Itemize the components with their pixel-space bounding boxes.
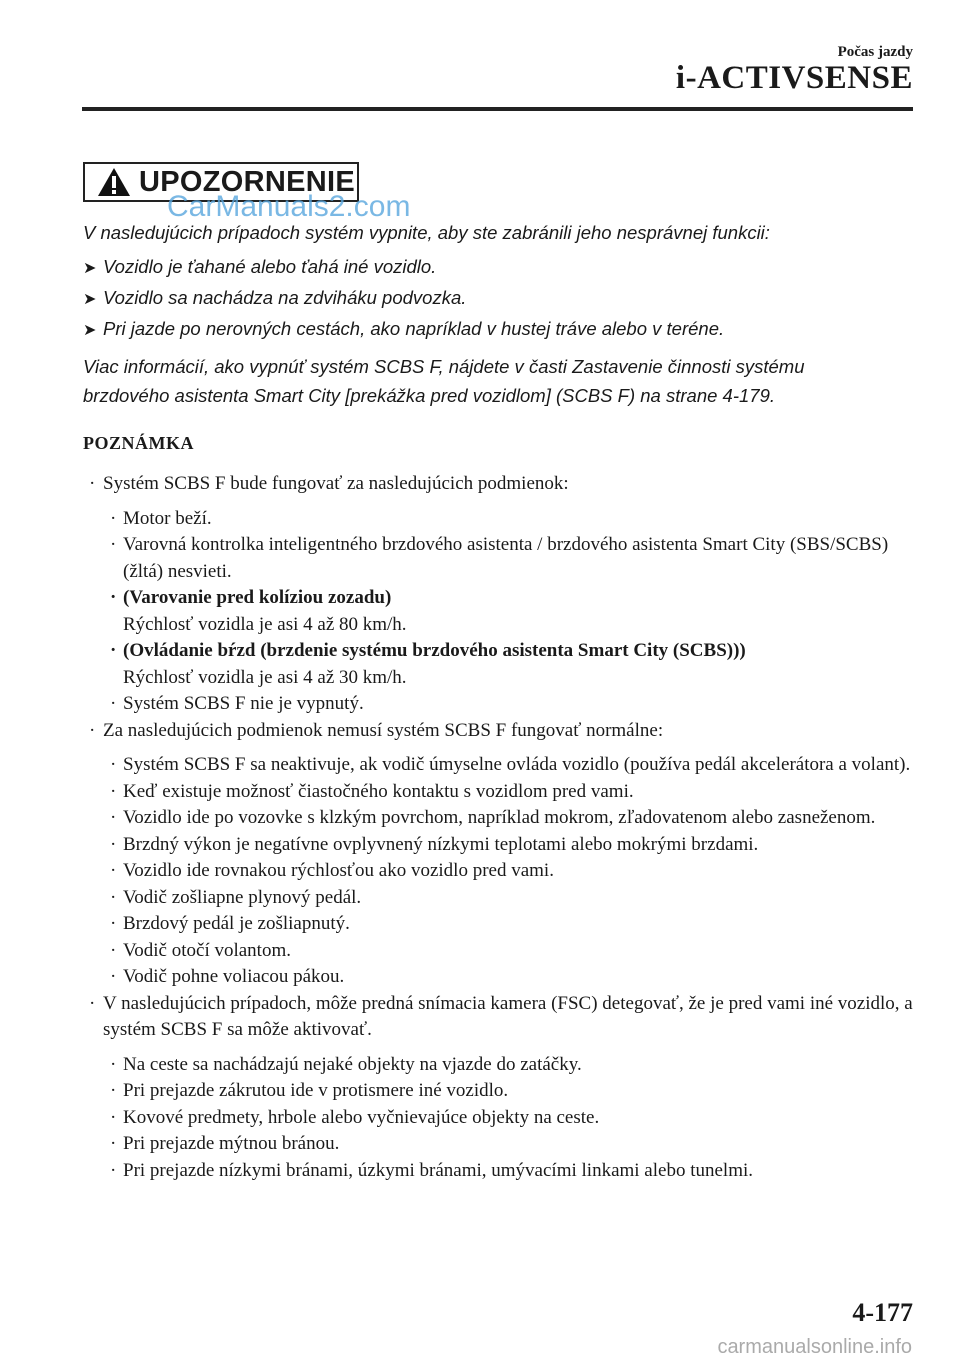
list-item: · Vozidlo ide rovnakou rýchlosťou ako vozidlo pred vami.: [110, 860, 554, 881]
warning-more-info: Viac informácií, ako vypnúť systém SCBS F, nájdete v časti Zastavenie činnosti systému brzdového asistenta Smart City [prekážka pred vozidlom] (SCBS F) na strane 4-179.: [83, 356, 805, 406]
list-item: · Pri prejazde nízkymi bránami, úzkymi bránami, umývacími linkami alebo tunelmi.: [110, 1159, 753, 1181]
warning-title: UPOZORNENIE: [139, 165, 355, 198]
list-item: · Brzdový pedál je zošliapnutý.: [110, 913, 350, 934]
arrow-bullet-icon: ➤: [83, 260, 97, 277]
list-item: ➤ Vozidlo sa nachádza na zdviháku podvozka.: [83, 287, 467, 308]
list-item: · Vodič otočí volantom.: [110, 939, 291, 961]
list-item: · Vodič zošliapne plynový pedál.: [110, 886, 362, 908]
warning-intro: V nasledujúcich prípadoch systém vypnite, aby ste zabránili jeho nesprávnej funkcii:: [83, 222, 770, 243]
list-item: · Vozidlo ide po vozovke s klzkým povrchom, napríklad mokrom, zľadovatenom alebo zasneženom.: [110, 807, 876, 828]
list-item-detail: Rýchlosť vozidla je asi 4 až 30 km/h.: [123, 666, 407, 688]
watermark-bottom: carmanualsonline.info: [717, 1336, 912, 1358]
list-item-detail: Rýchlosť vozidla je asi 4 až 80 km/h.: [123, 613, 407, 635]
list-item: · Motor beží.: [110, 507, 212, 529]
arrow-bullet-icon: ➤: [83, 291, 97, 308]
note-title: POZNÁMKA: [83, 433, 194, 453]
list-item: · Systém SCBS F nie je vypnutý.: [110, 693, 364, 714]
list-item: · Pri prejazde zákrutou ide v protismere iné vozidlo.: [110, 1080, 509, 1101]
section-title: Počas jazdy: [837, 44, 913, 60]
arrow-bullet-icon: ➤: [83, 322, 97, 339]
list-item: · Keď existuje možnosť čiastočného kontaktu s vozidlom pred vami.: [110, 780, 634, 802]
list-item: · Varovná kontrolka inteligentného brzdového asistenta / brzdového asistenta Smart City (SBS/SCBS) (žltá) nesvieti.: [110, 534, 889, 582]
warning-list: [83, 256, 724, 349]
list-item: · Kovové predmety, hrbole alebo vyčnievajúce objekty na ceste.: [110, 1106, 600, 1128]
list-item: · Systém SCBS F sa neaktivuje, ak vodič úmyselne ovláda vozidlo (používa pedál akcelerátora a volant).: [110, 754, 911, 775]
note-body: [83, 471, 913, 1184]
page-number: 4-177: [852, 1298, 913, 1327]
list-item: ➤ Pri jazde po nerovných cestách, ako napríklad v hustej tráve alebo v teréne.: [83, 318, 725, 339]
list-item: · (Varovanie pred kolíziou zozadu): [110, 587, 392, 608]
warning-triangle-icon: [97, 167, 131, 197]
list-item: · Za nasledujúcich podmienok nemusí systém SCBS F fungovať normálne:: [89, 719, 664, 741]
list-item: · (Ovládanie bŕzd (brzdenie systému brzdového asistenta Smart City (SCBS))): [110, 640, 746, 661]
list-item: · Vodič pohne voliacou pákou.: [110, 966, 345, 987]
list-item: · Brzdný výkon je negatívne ovplyvnený nízkymi teplotami alebo mokrými brzdami.: [110, 833, 759, 855]
header-divider: [82, 107, 913, 111]
list-item: · Na ceste sa nachádzajú nejaké objekty na vjazde do zatáčky.: [110, 1053, 582, 1075]
list-item: · Systém SCBS F bude fungovať za nasledujúcich podmienok:: [89, 473, 569, 494]
chapter-title: i-ACTIVSENSE: [675, 60, 913, 96]
list-item: · Pri prejazde mýtnou bránou.: [110, 1133, 340, 1154]
list-item: · V nasledujúcich prípadoch, môže predná snímacia kamera (FSC) detegovať, že je pred vami iné vozidlo, a systém SCBS F sa môže aktivovať.: [89, 992, 913, 1040]
watermark-top: CarManuals2.com: [167, 190, 411, 223]
list-item: ➤ Vozidlo je ťahané alebo ťahá iné vozidlo.: [83, 256, 437, 277]
